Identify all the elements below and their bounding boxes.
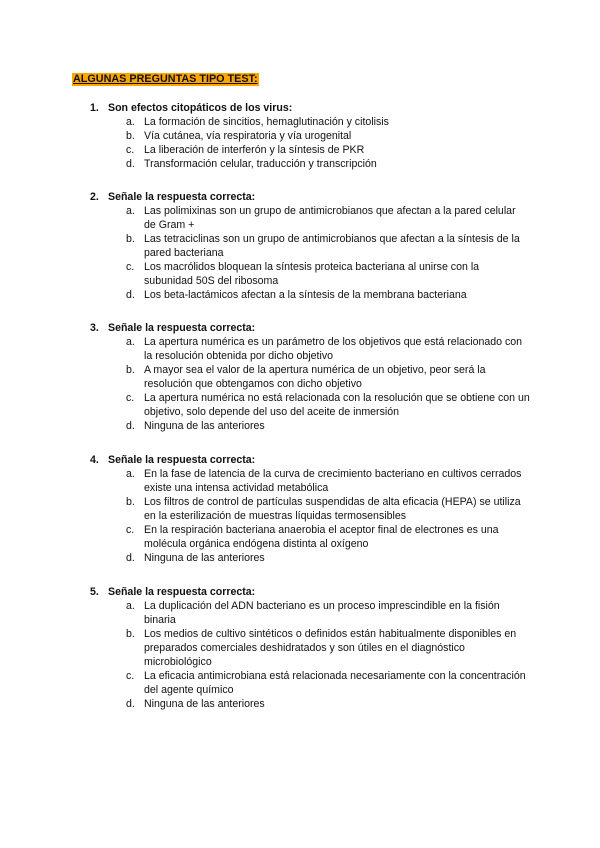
option-text: La formación de sincitios, hemaglutinación y citolisis xyxy=(144,116,389,128)
section-heading: ALGUNAS PREGUNTAS TIPO TEST: xyxy=(73,73,258,85)
answer-option xyxy=(126,335,530,363)
answer-option xyxy=(126,204,530,232)
option-text: Ninguna de las anteriores xyxy=(144,420,265,432)
option-text: Los macrólidos bloquean la síntesis proteica bacteriana al unirse con la subunidad 50S del ribosoma xyxy=(144,261,480,287)
option-letter: b. xyxy=(126,364,135,376)
question-text: Señale la respuesta correcta: xyxy=(108,454,256,466)
answer-option xyxy=(126,288,530,302)
option-text: Las tetraciclinas son un grupo de antimicrobianos que afectan a la síntesis de la pared bacteriana xyxy=(144,233,520,259)
question-5 xyxy=(90,585,530,711)
answer-option xyxy=(126,669,530,697)
option-text: Los beta-lactámicos afectan a la síntesis de la membrana bacteriana xyxy=(144,289,467,301)
answer-option xyxy=(126,157,530,171)
option-text: La apertura numérica es un parámetro de los objetivos que está relacionado con la resolución obtenida por dicho objetivo xyxy=(144,336,523,362)
option-text: Ninguna de las anteriores xyxy=(144,552,265,564)
answer-option xyxy=(126,697,530,711)
question-number: 3. xyxy=(90,322,99,334)
option-letter: d. xyxy=(126,552,135,564)
question-number: 1. xyxy=(90,102,99,114)
option-letter: b. xyxy=(126,130,135,142)
option-letter: a. xyxy=(126,600,135,612)
question-number: 4. xyxy=(90,454,99,466)
option-text: La eficacia antimicrobiana está relacionada necesariamente con la concentración del agente químico xyxy=(144,670,526,696)
option-letter: c. xyxy=(126,524,135,536)
option-text: Vía cutánea, vía respiratoria y vía urogenital xyxy=(144,130,352,142)
option-text: Los medios de cultivo sintéticos o definidos están habitualmente disponibles en preparados comerciales deshidratados y son útiles en el diagnóstico microbiológico xyxy=(144,628,517,668)
option-text: La apertura numérica no está relacionada con la resolución que se obtiene con un objetivo, solo depende del uso del aceite de inmersión xyxy=(144,392,530,418)
answer-option xyxy=(126,260,530,288)
answer-option xyxy=(126,143,530,157)
answer-option xyxy=(126,391,530,419)
question-number: 2. xyxy=(90,191,99,203)
option-letter: d. xyxy=(126,698,135,710)
option-letter: b. xyxy=(126,628,135,640)
option-letter: c. xyxy=(126,261,135,273)
option-text: La liberación de interferón y la síntesis de PKR xyxy=(144,144,365,156)
question-4 xyxy=(90,453,530,565)
option-letter: b. xyxy=(126,496,135,508)
option-letter: d. xyxy=(126,158,135,170)
option-letter: a. xyxy=(126,468,135,480)
question-2 xyxy=(90,190,530,302)
question-title xyxy=(90,190,530,204)
answer-option xyxy=(126,129,530,143)
answer-option xyxy=(126,523,530,551)
question-title xyxy=(90,453,530,467)
question-text: Son efectos citopáticos de los virus: xyxy=(108,102,293,114)
answer-option xyxy=(126,627,530,669)
option-letter: c. xyxy=(126,670,135,682)
option-text: La duplicación del ADN bacteriano es un proceso imprescindible en la fisión binaria xyxy=(144,600,500,626)
question-number: 5. xyxy=(90,586,99,598)
question-1 xyxy=(90,101,530,171)
question-title xyxy=(90,101,530,115)
option-text: Ninguna de las anteriores xyxy=(144,698,265,710)
option-letter: c. xyxy=(126,144,135,156)
answer-option xyxy=(126,115,530,129)
option-text: En la respiración bacteriana anaerobia el aceptor final de electrones es una molécula orgánica endógena distinta al oxígeno xyxy=(144,524,499,550)
option-text: En la fase de latencia de la curva de crecimiento bacteriano en cultivos cerrados existe una intensa actividad metabólica xyxy=(144,468,522,494)
question-text: Señale la respuesta correcta: xyxy=(108,191,256,203)
option-letter: a. xyxy=(126,336,135,348)
option-text: Los filtros de control de partículas suspendidas de alta eficacia (HEPA) se utiliza en la esterilización de muestras líquidas termosensibles xyxy=(144,496,521,522)
question-3 xyxy=(90,321,530,433)
answer-option xyxy=(126,419,530,433)
answer-option xyxy=(126,232,530,260)
question-title xyxy=(90,321,530,335)
question-text: Señale la respuesta correcta: xyxy=(108,586,256,598)
option-text: Transformación celular, traducción y transcripción xyxy=(144,158,377,170)
answer-option xyxy=(126,495,530,523)
option-letter: d. xyxy=(126,289,135,301)
answer-option xyxy=(126,363,530,391)
answer-option xyxy=(126,599,530,627)
answer-option xyxy=(126,551,530,565)
option-letter: a. xyxy=(126,116,135,128)
option-text: A mayor sea el valor de la apertura numérica de un objetivo, peor será la resolución que obtengamos con dicho objetivo xyxy=(144,364,486,390)
option-letter: d. xyxy=(126,420,135,432)
option-letter: b. xyxy=(126,233,135,245)
question-text: Señale la respuesta correcta: xyxy=(108,322,256,334)
question-title xyxy=(90,585,530,599)
option-letter: a. xyxy=(126,205,135,217)
answer-option xyxy=(126,467,530,495)
option-text: Las polimixinas son un grupo de antimicrobianos que afectan a la pared celular de Gram + xyxy=(144,205,516,231)
option-letter: c. xyxy=(126,392,135,404)
